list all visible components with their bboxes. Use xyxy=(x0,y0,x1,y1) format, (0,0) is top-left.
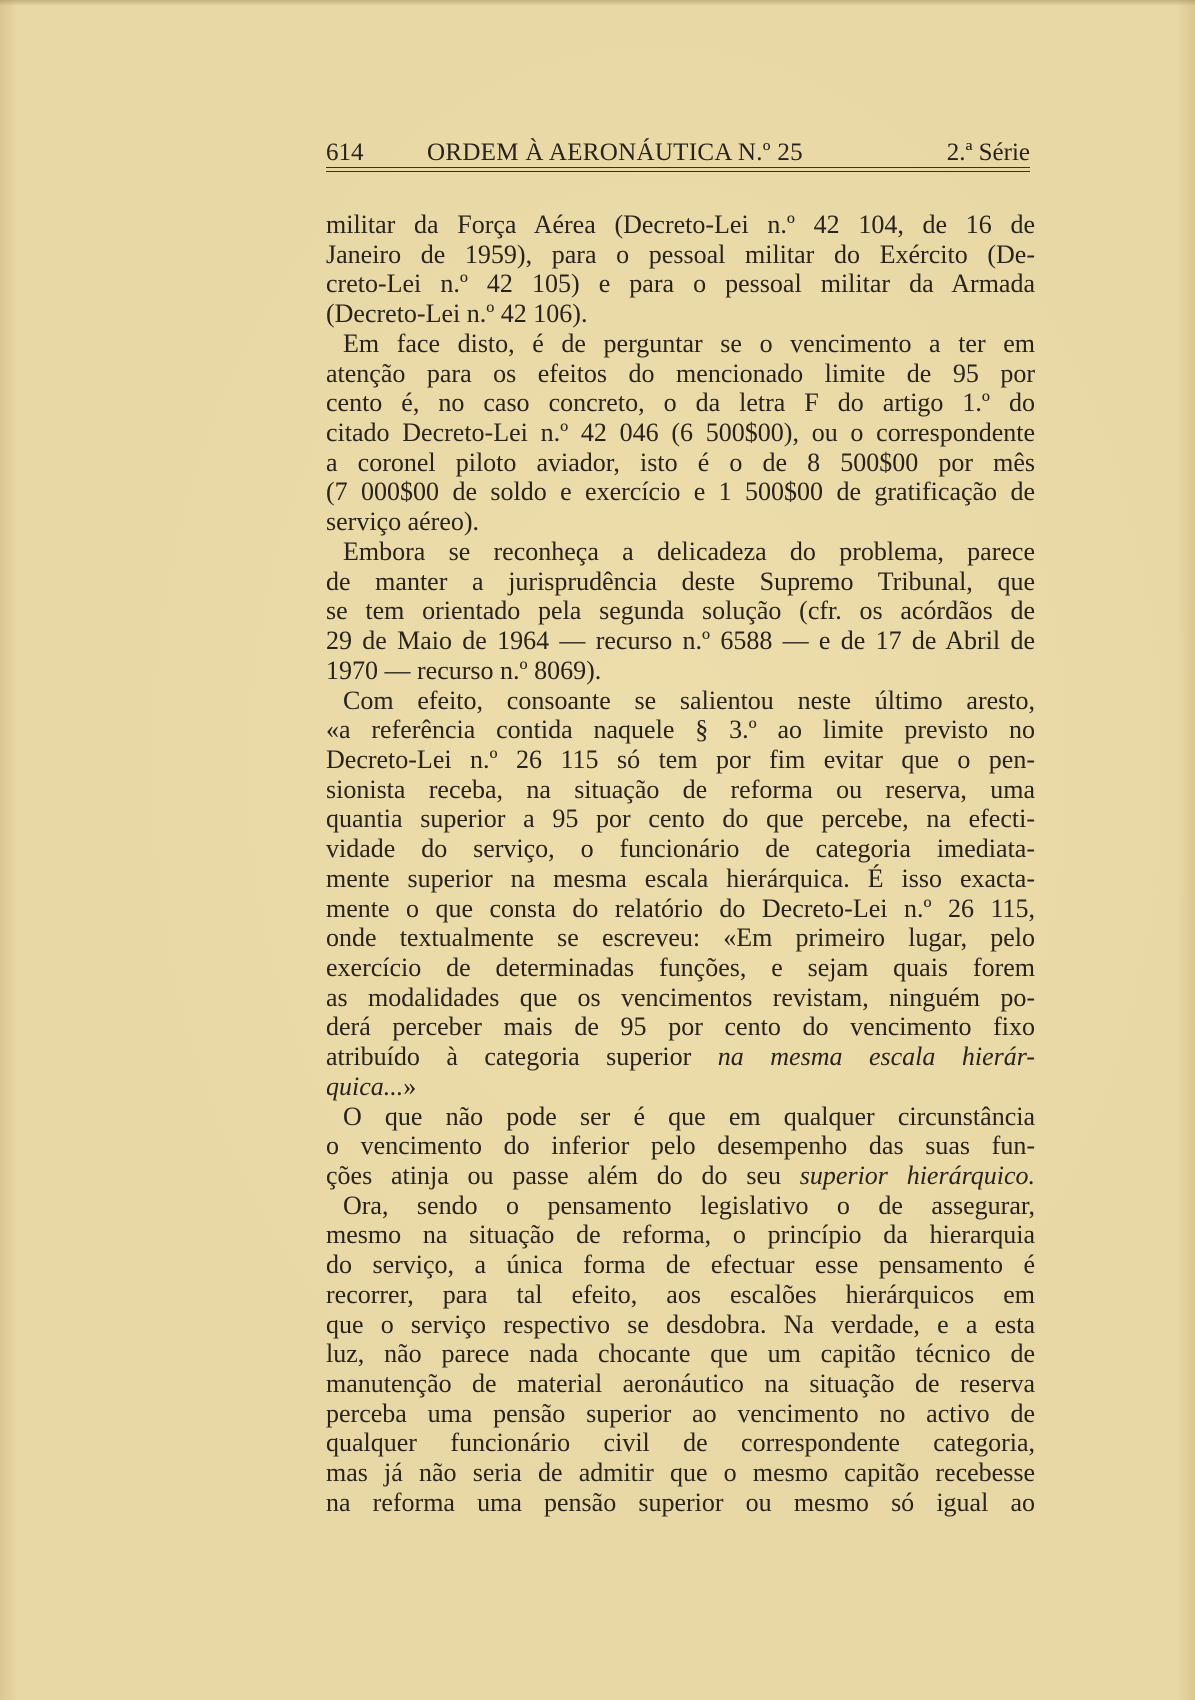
text-line: creto-Lei n.º 42 105) e para o pessoal militar da Armada xyxy=(326,269,1035,299)
text-line: 29 de Maio de 1964 — recurso n.º 6588 — e de 17 de Abril de xyxy=(326,626,1035,656)
text-line: perceba uma pensão superior ao vencimento no activo de xyxy=(326,1398,1035,1428)
text-line: o vencimento do inferior pelo desempenho das suas fun- xyxy=(326,1131,1035,1161)
text-line: mesmo na situação de reforma, o princípio da hierarquia xyxy=(326,1220,1035,1250)
page-edge-shadow xyxy=(0,0,1195,6)
text-line: quantia superior a 95 por cento do que percebe, na efecti- xyxy=(326,804,1035,834)
text-line xyxy=(326,1161,1035,1191)
text-line: cento é, no caso concreto, o da letra F do artigo 1.º do xyxy=(326,388,1035,418)
text-line: onde textualmente se escreveu: «Em primeiro lugar, pelo xyxy=(326,923,1035,953)
body-text xyxy=(326,210,1035,1518)
paragraph-first-line: Com efeito, consoante se salientou neste último aresto, xyxy=(343,685,1035,715)
text-segment: atribuído à categoria superior xyxy=(326,1042,718,1072)
text-line: que o serviço respectivo se desdobra. Na verdade, e a esta xyxy=(326,1309,1035,1339)
series-label: 2.ª Série xyxy=(946,139,1030,166)
text-line: Decreto-Lei n.º 26 115 só tem por fim evitar que o pen- xyxy=(326,744,1035,774)
text-line: (7 000$00 de soldo e exercício e 1 500$00 de gratificação de xyxy=(326,477,1035,507)
page-number: 614 xyxy=(326,139,364,166)
text-line: do serviço, a única forma de efectuar esse pensamento é xyxy=(326,1250,1035,1280)
text-line: exercício de determinadas funções, e sejam quais forem xyxy=(326,952,1035,982)
text-line: recorrer, para tal efeito, aos escalões hierárquicos em xyxy=(326,1279,1035,1309)
italic-segment: quica... xyxy=(326,1071,404,1101)
paragraph-first-line: O que não pode ser é que em qualquer circunstância xyxy=(343,1101,1035,1131)
text-line: sionista receba, na situação de reforma ou reserva, uma xyxy=(326,774,1035,804)
text-line: na reforma uma pensão superior ou mesmo só igual ao xyxy=(326,1487,1035,1517)
text-line: de manter a jurisprudência deste Supremo Tribunal, que xyxy=(326,566,1035,596)
text-line: a coronel piloto aviador, isto é o de 8 500$00 por mês xyxy=(326,447,1035,477)
text-line: mas já não seria de admitir que o mesmo capitão recebesse xyxy=(326,1458,1035,1488)
text-line: serviço aéreo). xyxy=(326,507,480,537)
text-line: qualquer funcionário civil de correspondente categoria, xyxy=(326,1428,1035,1458)
italic-segment: na mesma escala hierár- xyxy=(717,1042,1036,1072)
text-segment: ções atinja ou passe além do do seu xyxy=(326,1161,800,1190)
text-line: «a referência contida naquele § 3.º ao limite previsto no xyxy=(326,715,1035,745)
text-line: mente superior na mesma escala hierárquica. É isso exacta- xyxy=(326,863,1035,893)
text-line: citado Decreto-Lei n.º 42 046 (6 500$00), ou o correspondente xyxy=(326,418,1035,448)
text-line: as modalidades que os vencimentos revistam, ninguém po- xyxy=(326,982,1035,1012)
paragraph-first-line: Ora, sendo o pensamento legislativo o de assegurar, xyxy=(343,1190,1035,1220)
text-line: militar da Força Aérea (Decreto-Lei n.º 42 104, de 16 de xyxy=(326,210,1035,239)
text-line: luz, não parece nada chocante que um capitão técnico de xyxy=(326,1339,1035,1369)
header-rule-bottom xyxy=(326,171,1030,172)
text-line xyxy=(326,1042,1035,1072)
paragraph-first-line: Em face disto, é de perguntar se o vencimento a ter em xyxy=(343,328,1035,358)
text-line: Janeiro de 1959), para o pessoal militar do Exército (De- xyxy=(326,239,1035,269)
text-line: mente o que consta do relatório do Decreto-Lei n.º 26 115, xyxy=(326,893,1035,923)
text-line: 1970 — recurso n.º 8069). xyxy=(326,655,602,685)
text-line: (Decreto-Lei n.º 42 106). xyxy=(326,299,588,329)
text-line: vidade do serviço, o funcionário de categoria imediata- xyxy=(326,834,1035,864)
running-header xyxy=(326,138,1035,168)
italic-segment: superior hierárquico. xyxy=(799,1161,1036,1190)
text-line: derá perceber mais de 95 por cento do vencimento fixo xyxy=(326,1012,1035,1042)
text-line xyxy=(326,1072,1035,1102)
text-segment: » xyxy=(403,1071,417,1101)
text-line: atenção para os efeitos do mencionado limite de 95 por xyxy=(326,358,1035,388)
publication-title: ORDEM À AERONÁUTICA N.º 25 xyxy=(427,139,803,166)
header-rule-top xyxy=(326,167,1030,168)
paragraph-first-line: Embora se reconheça a delicadeza do problema, parece xyxy=(343,536,1035,566)
text-line: se tem orientado pela segunda solução (cfr. os acórdãos de xyxy=(326,596,1035,626)
text-line: manutenção de material aeronáutico na situação de reserva xyxy=(326,1369,1035,1399)
